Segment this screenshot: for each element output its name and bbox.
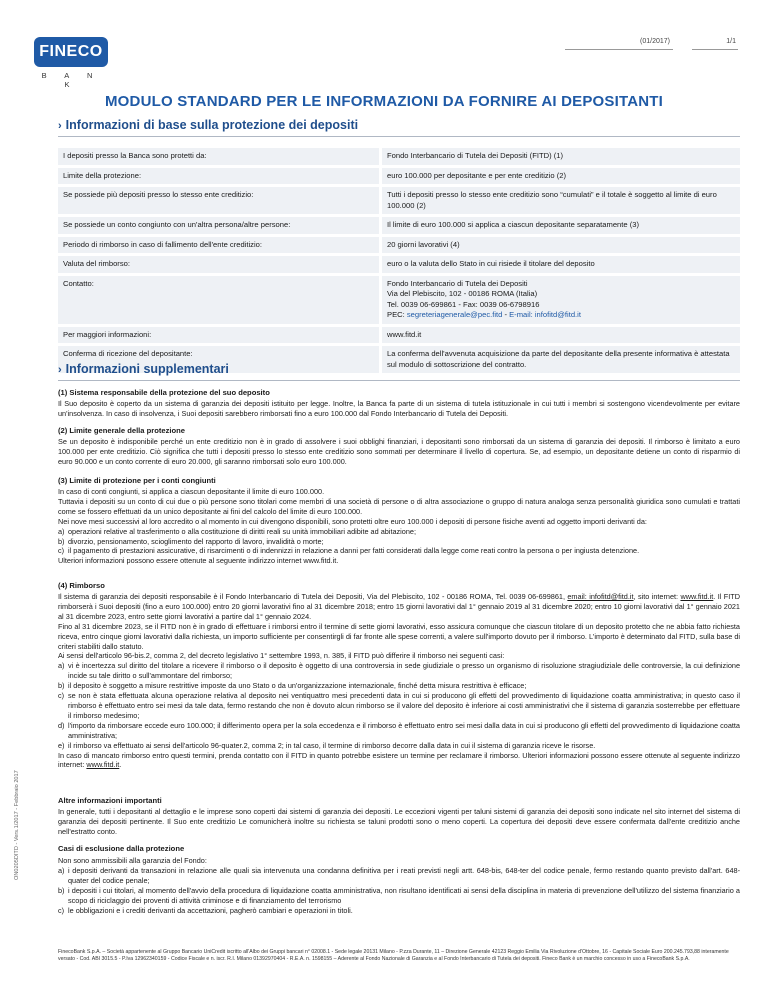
subsection-title: (3) Limite di protezione per i conti congiunti	[58, 476, 216, 485]
footer-legal-text: FinecoBank S.p.A. – Società appartenente al Gruppo Bancario UniCredit iscritto all'Albo dei Gruppi bancari n° 02008.1 - Sede legale 20131 Milano - P.zza Durante, 11 – Direzione Generale 42123 Reggio Emilia Via Rivoluzione d'Ottobre, 16 - Capitale Sociale Euro 200.245.793,88 interamente versato - Cod. ABI 3015.5 - P.Iva 12962340159 - Codice Fiscale e n. iscr. R.I. Milano 01392970404 - R.E.A. n. 1598155 – Aderente al Fondo Nazionale di Garanzia e al Fondo Interbancario di Tutela dei depositi. Fineco Bank è un marchio concesso in uso a FinecoBank S.p.A.	[58, 949, 729, 963]
list-item: a) operazioni relative al trasferimento o alla costituzione di diritti reali su unità immobiliari adibite ad abitazione;	[58, 526, 416, 536]
list-item: e) il rimborso va effettuato ai sensi dell'articolo 96-quater.2, comma 2; in tal caso, il termine di rimborso decorre dalla data in cui il sistema di garanzia riceve le risorse.	[58, 740, 596, 750]
section-heading-supplementary: › Informazioni supplementari	[58, 362, 229, 376]
subsection-title: (4) Rimborso	[58, 581, 105, 590]
section-heading-basic: › Informazioni di base sulla protezione dei depositi	[58, 118, 359, 132]
subsection-title: (2) Limite generale della protezione	[58, 426, 186, 435]
header-rule	[692, 49, 738, 50]
page-number: 1/1	[726, 38, 736, 45]
list-item: c) il pagamento di prestazioni assicurative, di risarcimenti o di indennizzi in relazione a danni per fatti considerati dalla legge come reati contro la persona o per ingiusta detenzione.	[58, 546, 640, 556]
list-item: c) se non è stata effettuata alcuna operazione relativa al deposito nei ventiquattro mesi precedenti data in cui si producono gli effetti del provvedimento di liquidazione coatta amministrativa; in questo caso il rimborso è effettuato entro sei mesi da tale data, fermo restando che non è dovuto alcun rimborso se il valore del deposito è inferiore ai costi amministrativi che il sistema di garanzia sosterrebbe per effettuare il rimborso medesimo;	[58, 691, 740, 720]
side-reference-text: ON0205DITD - Vers.1/2017 - Febbraio 2017	[14, 770, 20, 880]
subsection-title: (1) Sistema responsabile della protezione del suo deposito	[58, 388, 270, 397]
paragraph-group: Non sono ammissibili alla garanzia del Fondo: a) i depositi derivanti da transazioni in relazione alle quali sia intervenuta una condanna definitiva per i reati previsti negli artt. 648-bis, 648-ter del codice penale, fermo restando quanto previsto dall'art. 648-quater del codice penale; b) i depositi i cui titolari, al momento dell'avvio della procedura di liquidazione coatta amministrativa, non risultano identificati ai sensi della disciplina in materia di prevenzione dell'utilizzo del sistema finanziario a scopo di riciclaggio dei proventi di attività criminose e di finanziamento del terrorismo c) le obbligazioni e i crediti derivanti da accettazioni, pagherò cambiari e operazioni in titoli.	[58, 856, 740, 915]
document-code: (01/2017)	[640, 38, 670, 45]
email-link[interactable]: E-mail: infofitd@fitd.it	[509, 310, 581, 319]
subsection-title: Casi di esclusione dalla protezione	[58, 844, 185, 853]
section-divider	[58, 136, 740, 137]
list-item: a) i depositi derivanti da transazioni in relazione alle quali sia intervenuta una condanna definitiva per i reati previsti negli artt. 648-bis, 648-ter del codice penale, fermo restando quanto previsto dall'art. 648-quater del codice penale;	[58, 865, 740, 885]
paragraph: Se un deposito è indisponibile perché un ente creditizio non è in grado di assolvere i suoi obblighi finanziari, i depositanti sono rimborsati da un sistema di garanzia dei depositi. Il rimborso è limitato a euro 100.000 per ente creditizio. Ciò significa che tutti i depositi presso lo stesso ente creditizio sono sommati per determinare il livello di copertura. Se, ad esempio, un depositante detiene un conto di risparmio di euro 90.000 e un conto corrente di euro 20.000, gli saranno rimborsati solo euro 100.000.	[58, 437, 740, 466]
paragraph-group: Il sistema di garanzia dei depositi responsabile è il Fondo Interbancario di Tutela dei Depositi, Via del Plebiscito, 102 - 00186 ROMA, Tel. 0039 06-699861, email: infofitd@fitd.it, sito internet: www.fitd.it. Il FITD rimborserà i Suoi depositi (fino a euro 100.000) entro 20 giorni lavorativi fino al 31 dicembre 2018; entro 15 giorni lavorativi dal 1° gennaio 2019 al 31 dicembre 2020; entro 10 giorni lavorativi dal 1° gennaio 2021 al 31 dicembre 2023, entro sette giorni lavorativi a partire dal 1° gennaio 2024. Fino al 31 dicembre 2023, se il FITD non è in grado di effettuare i rimborsi entro il termine di sette giorni lavorativi, esso assicura comunque che ciascun titolare di un deposito protetto che ne abbia fatto richiesta riceva, entro cinque giorni lavorativi dalla richiesta, un importo sufficiente per consentirgli di far fronte alle spese correnti, a valere sull'importo dovuto per il rimborso. L'importo è determinato dal FITD, sulla base di criteri stabiliti dallo statuto. Ai sensi dell'articolo 96-bis.2, comma 2, del decreto legislativo 1° settembre 1993, n. 385, il FITD può differire il rimborso nei seguenti casi: a) vi è incertezza sul diritto del titolare a ricevere il rimborso o il deposito è oggetto di una controversia in sede giudiziale o presso un organismo di risoluzione stragiudiziale delle controversie, la cui definizione incide su tale diritto o sull'ammontare del rimborso; b) il deposito è soggetto a misure restrittive imposte da uno Stato o da un'organizzazione internazionale, finché detta misura restrittiva è efficace; c) se non è stata effettuata alcuna operazione relativa al deposito nei ventiquattro mesi precedenti data in cui si producono gli effetti del provvedimento di liquidazione coatta amministrativa; in questo caso il rimborso è effettuato entro sei mesi da tale data, fermo restando che non è dovuto alcun rimborso se il valore del deposito è inferiore ai costi amministrativi che il sistema di garanzia sosterrebbe per effettuare il rimborso medesimo; d) l'importo da rimborsare eccede euro 100.000; il differimento opera per la sola eccedenza e il rimborso è effettuato entro sei mesi dalla data in cui si producono gli effetti del provvedimento di liquidazione coatta amministrativa; e) il rimborso va effettuato ai sensi dell'articolo 96-quater.2, comma 2; in tal caso, il termine di rimborso decorre dalla data in cui il sistema di garanzia riceve le risorse. In caso di mancato rimborso entro questi termini, prenda contatto con il FITD in quanto potrebbe esistere un termine per reclamare il rimborso. Ulteriori informazioni possono essere ottenute al seguente indirizzo internet: www.fitd.it.	[58, 592, 740, 770]
table-row: Se possiede un conto congiunto con un'altra persona/altre persone: Il limite di euro 100.000 si applica a ciascun depositante separatamente (3)	[58, 217, 740, 234]
table-row: Se possiede più depositi presso lo stesso ente creditizio: Tutti i depositi presso lo stesso ente creditizio sono “cumulati” e il totale è soggetto al limite di euro 100.000 (2)	[58, 187, 740, 214]
chevron-right-icon: ›	[58, 364, 62, 376]
table-row: Conferma di ricezione del depositante: La conferma dell'avvenuta acquisizione da parte del depositante della presente informativa è attestata sul modulo di sottoscrizione del contratto.	[58, 346, 740, 373]
list-item: a) vi è incertezza sul diritto del titolare a ricevere il rimborso o il deposito è oggetto di una controversia in sede giudiziale o presso un organismo di risoluzione stragiudiziale delle controversie, la cui definizione incide su tale diritto o sull'ammontare del rimborso;	[58, 661, 740, 681]
logo-text: FINECO	[39, 43, 103, 60]
chevron-right-icon: ›	[58, 120, 62, 132]
list-item: d) l'importo da rimborsare eccede euro 100.000; il differimento opera per la sola eccedenza e il rimborso è effettuato entro sei mesi dalla data in cui si producono gli effetti del provvedimento di liquidazione coatta amministrativa;	[58, 720, 740, 740]
basic-info-table	[58, 145, 740, 376]
table-row: Periodo di rimborso in caso di fallimento dell'ente creditizio: 20 giorni lavorativi (4)	[58, 237, 740, 254]
page-title: MODULO STANDARD PER LE INFORMAZIONI DA FORNIRE AI DEPOSITANTI	[104, 93, 664, 110]
list-item: b) il deposito è soggetto a misure restrittive imposte da uno Stato o da un'organizzazione internazionale, finché detta misura restrittiva è efficace;	[58, 681, 527, 691]
table-row: Limite della protezione: euro 100.000 per depositante e per ente creditizio (2)	[58, 168, 740, 185]
paragraph: In generale, tutti i depositanti al dettaglio e le imprese sono coperti dai sistemi di garanzia dei depositi. Le eccezioni vigenti per taluni sistemi di garanzia dei depositi sono indicate nel sito internet del sistema di garanzia dei depositi pertinente. Il Suo ente creditizio Le comunicherà inoltre su richiesta se taluni prodotti sono o meno coperti. La copertura dei depositi deve essere confermata dall'ente creditizio anche nell'estratto conto.	[58, 807, 740, 836]
list-item: b) divorzio, pensionamento, scioglimento del rapporto di lavoro, invalidità o morte;	[58, 536, 324, 546]
section-divider	[58, 380, 740, 381]
table-row: I depositi presso la Banca sono protetti da: Fondo Interbancario di Tutela dei Depositi (FITD) (1)	[58, 148, 740, 165]
paragraph-group: In caso di conti congiunti, si applica a ciascun depositante il limite di euro 100.000. Tuttavia i depositi su un conto di cui due o più persone sono titolari come membri di una società di persone o di altra associazione o gruppo di natura analoga senza personalità giuridica sono cumulati e trattati come se fossero effettuati da un unico depositante ai fini del calcolo del limite di euro 100.000. Nei nove mesi successivi al loro accredito o al momento in cui divengono disponibili, sono protetti oltre euro 100.000 i depositi di persone fisiche aventi ad oggetto importi derivanti da: a) operazioni relative al trasferimento o alla costituzione di diritti reali su unità immobiliari adibite ad abitazione; b) divorzio, pensionamento, scioglimento del rapporto di lavoro, invalidità o morte; c) il pagamento di prestazioni assicurative, di risarcimenti o di indennizzi in relazione a danni per fatti considerati dalla legge come reati contro la persona o per ingiusta detenzione. Ulteriori informazioni possono essere ottenute al seguente indirizzo internet www.fitd.it.	[58, 487, 740, 566]
table-row: Valuta del rimborso: euro o la valuta dello Stato in cui risiede il titolare del deposito	[58, 256, 740, 273]
website-link[interactable]: www.fitd.it	[680, 592, 714, 601]
email-link[interactable]: email: infofitd@fitd.it	[567, 592, 634, 601]
logo-subtext: B A N K	[41, 71, 101, 89]
website-link[interactable]: www.fitd.it	[86, 760, 120, 770]
subsection-title: Altre informazioni importanti	[58, 796, 162, 805]
table-row: Per maggiori informazioni: www.fitd.it	[58, 327, 740, 344]
table-row: Contatto: Fondo Interbancario di Tutela dei Depositi Via del Plebiscito, 102 - 00186 ROMA (Italia) Tel. 0039 06-699861 - Fax: 0039 06-6798916 PEC: segreteriagenerale@pec.fitd - E-mail: infofitd@fitd.it	[58, 276, 740, 324]
list-item: b) i depositi i cui titolari, al momento dell'avvio della procedura di liquidazione coatta amministrativa, non risultano identificati ai sensi della disciplina in materia di prevenzione dell'utilizzo del sistema finanziario a scopo di riciclaggio dei proventi di attività criminose e di finanziamento del terrorismo	[58, 885, 740, 905]
paragraph: Il Suo deposito è coperto da un sistema di garanzia dei depositi istituito per legge. Inoltre, la Banca fa parte di un sistema di tutela istituzionale in cui tutti i membri si sostengono vicendevolmente per evitare un'insolvenza. In caso di insolvenza, i Suoi depositi sarebbero rimborsati fino a euro 100.000 dal Fondo Interbancario di Tutela dei Depositi.	[58, 399, 740, 418]
header-rule	[565, 49, 673, 50]
pec-link[interactable]: segreteriagenerale@pec.fitd	[406, 310, 503, 319]
list-item: c) le obbligazioni e i crediti derivanti da accettazioni, pagherò cambiari e operazioni in titoli.	[58, 905, 353, 915]
